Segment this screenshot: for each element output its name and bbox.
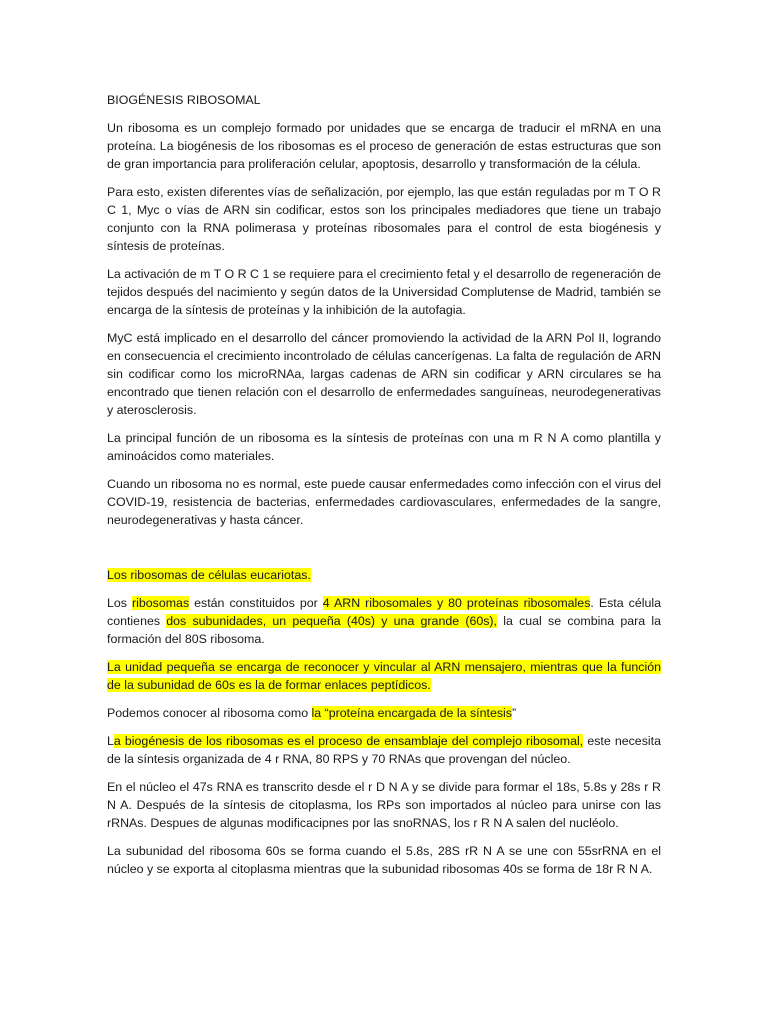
highlight-small-unit: La unidad pequeña se encarga de reconocer y vincular al ARN mensajero, mientras que la función de la subunidad de 60s es la de formar enlaces peptídicos. [107,660,661,692]
section-gap [107,539,661,566]
paragraph-composition [107,594,661,648]
paragraph-mtorc1: La activación de m T O R C 1 se requiere para el crecimiento fetal y el desarrollo de regeneración de tejidos después del nacimiento y según datos de la Universidad Complutense de Madrid, también se encarga de la síntesis de proteínas y la inhibición de la autofagia. [107,267,661,317]
paragraph-subunit-60s: La subunidad del ribosoma 60s se forma cuando el 5.8s, 28S rR N A se une con 55srRNA en el núcleo y se exporta al citoplasma mientras que la subunidad ribosomas 40s se forma de 18r R N A. [107,844,661,876]
highlight-ribosomas: ribosomas [131,596,190,610]
paragraph-small-unit [107,658,661,694]
paragraph-biogenesis [107,732,661,768]
section-heading [107,566,661,584]
document-title: BIOGÉNESIS RIBOSOMAL [107,93,261,107]
highlight-protein-synthesis: la “proteína encargada de la síntesis [311,706,512,720]
highlight-rna-proteins: 4 ARN ribosomales y 80 proteínas ribosomales [322,596,591,610]
text-run: ” [512,706,517,720]
highlight-subunits: dos subunidades, un pequeña (40s) y una grande (60s), [166,614,498,628]
paragraph-nucleus: En el núcleo el 47s RNA es transcrito desde el r D N A y se divide para formar el 18s, 5.8s y 28s r R N A. Después de la síntesis de citoplasma, los RPs son importados al núcleo para unirse con las rRNAs. Despues de algunas modificacipnes por las snoRNAS, los r R N A salen del nucléolo. [107,780,661,830]
paragraph-protein-synthesis [107,704,661,722]
text-run: Podemos conocer al ribosoma como [107,706,312,720]
paragraph-diseases: Cuando un ribosoma no es normal, este puede causar enfermedades como infección con el virus del COVID-19, resistencia de bacterias, enfermedades cardiovasculares, enfermedades de la sangre, neurodegenerativas y hasta cáncer. [107,477,661,527]
paragraph-intro: Un ribosoma es un complejo formado por unidades que se encarga de traducir el mRNA en una proteína. La biogénesis de los ribosomas es el proceso de generación de estas estructuras que son de gran importancia para proliferación celular, apoptosis, desarrollo y transformación de la célula. [107,121,661,171]
text-run: Los [107,596,132,610]
text-run: L [107,734,114,748]
text-run: este necesita de la síntesis organizada de 4 r RNA, 80 RPS y 70 RNAs que provengan del núcleo. [107,734,661,766]
document-body [107,91,661,888]
text-run: están constituidos por [189,596,323,610]
paragraph-function: La principal función de un ribosoma es la síntesis de proteínas con una m R N A como plantilla y aminoácidos como materiales. [107,431,661,463]
text-run: la cual se combina para la formación del 80S ribosoma. [107,614,662,646]
text-run: . Esta célula contienes [107,596,662,628]
highlight-biogenesis: a biogénesis de los ribosomas es el proceso de ensamblaje del complejo ribosomal, [113,734,584,748]
paragraph-myc: MyC está implicado en el desarrollo del cáncer promoviendo la actividad de la ARN Pol II, logrando en consecuencia el crecimiento incontrolado de células cancerígenas. La falta de regulación de ARN sin codificar como los microRNAa, largas cadenas de ARN sin codificar y ARN circulares se ha encontrado que tienen relación con el desarrollo de enfermedades sanguíneas, neurodegenerativas y aterosclerosis. [107,331,661,417]
section-heading-highlight: Los ribosomas de células eucariotas. [107,568,311,582]
paragraph-signaling: Para esto, existen diferentes vías de señalización, por ejemplo, las que están reguladas por m T O R C 1, Myc o vías de ARN sin codificar, estos son los principales mediadores que tiene un trabajo conjunto con la RNA polimerasa y proteínas ribosomales para el control de esta biogénesis y síntesis de proteínas. [107,185,661,253]
